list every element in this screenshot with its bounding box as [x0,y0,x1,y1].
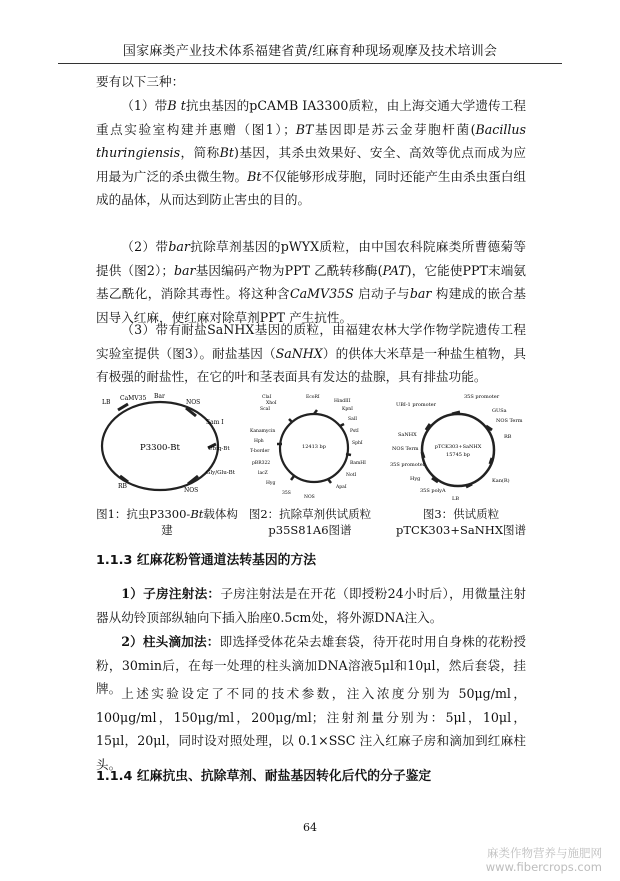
method-ovary-injection: 1）子房注射法：子房注射法是在开花（即授粉24小时后），用微量注射器从幼铃顶部纵轴向下插入胎座0.5cm处，将外源DNA注入。 [96,586,527,625]
fig1-label: RB [118,483,127,490]
fig3-label: 35S promoter [390,462,426,468]
fig2-label: 35S [282,491,291,496]
section-heading-1-1-3: 1.1.3 红麻花粉管通道法转基因的方法 [96,553,317,568]
fig3-label: RB [504,434,512,440]
fig2-label: PstI [350,429,359,434]
fig3-label: NOS Term [392,446,419,452]
fig2-label: ClaI [262,395,272,400]
fig3-label: Hyg [410,476,421,482]
fig2-label: Kanamycin [250,429,276,434]
fig1-label: NOS [186,399,201,406]
fig2-label: XhoI [266,401,277,406]
paragraph-sanhx: （3）带有耐盐SaNHX基因的质粒，由福建农林大学作物学院遗传工程实验室提供（图3）。耐盐基因（SaNHX）的供体大米草是一种盐生植物，具有极强的耐盐性，在它的叶和茎表面具有发达的盐腺，具有排盐功能。 [96,322,526,384]
fig2-label: pBR322 [252,461,271,466]
fig1-label: Gly/Glu-Bt [206,470,235,476]
fig2-label: ScaI [260,407,271,412]
fig1-label: LB [102,399,111,406]
figure-1-plasmid-map [88,388,238,500]
paragraph-bt: （1）带B t抗虫基因的pCAMB IA3300质粒，由上海交通大学遗传工程重点实验室构建并惠赠（图1）；BT基因即是苏云金芽胞杆菌(Bacillus thuringiensis，简称Bt)基因，其杀虫效果好、安全、高效等优点而成为应用最为广泛的杀虫微生物。Bt不仅能够形成芽胞，同时还能产生由杀虫蛋白组成的晶体，从而达到防止害虫的目的。 [96,98,527,207]
fig3-label: Kan(R) [492,478,510,484]
fig1-label: Bar [154,393,165,400]
figure-2-plasmid-map [248,388,368,506]
figure-2-caption: 图2：抗除草剂供试质粒 p35S81A6图谱 [248,507,372,537]
fig1-label: Sam I [206,419,224,426]
page-number: 64 [303,821,317,834]
fig2-center-label: 12413 bp [302,444,326,450]
fig3-center-label: pTCK303+SaNHX [434,444,482,450]
fig3-label: SaNHX [398,432,417,438]
fig2-label: HindIII [334,399,351,404]
fig2-label: lacZ [258,471,268,476]
fig1-label: NOS [184,487,199,494]
fig1-label: Ubiq-Bt [208,446,230,452]
fig1-center-label: P3300-Bt [140,443,180,453]
figure-3-plasmid-map [388,388,528,506]
intro-line: 要有以下三种： [96,74,185,89]
watermark: 麻类作物营养与施肥网 www.fibercrops.com [485,846,602,874]
fig2-label: SphI [352,441,363,446]
figure-1-caption: 图1：抗虫P3300-Bt载体构建 [96,507,238,537]
fig3-label: 35S polyA [420,488,446,494]
fig2-label: Hyg [266,481,276,486]
figure-3-caption: 图3：供试质粒 pTCK303+SaNHX图谱 [395,507,527,537]
fig2-label: T-border [250,449,270,454]
fig2-label: NOS [304,495,315,500]
fig3-label: UBI-1 promoter [396,402,437,408]
fig2-label: KpnI [342,407,353,412]
paragraph-bar: （2）带bar抗除草剂基因的pWYX质粒，由中国农科院麻类所曹德菊等提供（图2）；bar基因编码产物为PPT 乙酰转移酶(PAT)，它能使PPT末端氨基乙酰化，消除其毒性。将这种含CaMV35S 启动子与bar 构建成的嵌合基因导入红麻，使红麻对除草剂PPT 产生抗性。 [96,239,526,325]
fig3-label: 35S promoter [464,394,500,400]
fig2-label: SalI [348,417,357,422]
fig2-label: BamHI [350,461,366,466]
running-header: 国家麻类产业技术体系福建省黄/红麻育种现场观摩及技术培训会 [58,40,562,64]
fig1-label: CaMV35 [120,395,147,402]
fig3-label: NOS Term [496,418,523,424]
fig3-label: LB [452,496,459,502]
fig3-label: GUSa [492,408,507,414]
fig2-label: NotI [346,473,357,478]
section-heading-1-1-4: 1.1.4 红麻抗虫、抗除草剂、耐盐基因转化后代的分子鉴定 [96,769,432,784]
fig2-label: EcoRI [306,395,320,400]
method-stigma-drop: 2）柱头滴加法：即选择受体花朵去雄套袋，待开花时用自身株的花粉授粉，30min后，在每一处理的柱头滴加DNA溶液5μl和10μl，然后套袋，挂牌。 [96,634,526,696]
paragraph-parameters: 上述实验设定了不同的技术参数，注入浓度分别为 50μg/ml，100μg/ml，150μg/ml，200μg/ml；注射剂量分别为：5μl，10μl，15μl，20μl，同时设对照处理，以 0.1×SSC 注入红麻子房和滴加到红麻柱头。 [96,686,526,772]
fig2-label: Hph [254,439,264,444]
fig2-label: ApaI [336,485,347,490]
fig3-center-label: 15745 bp [446,452,470,458]
